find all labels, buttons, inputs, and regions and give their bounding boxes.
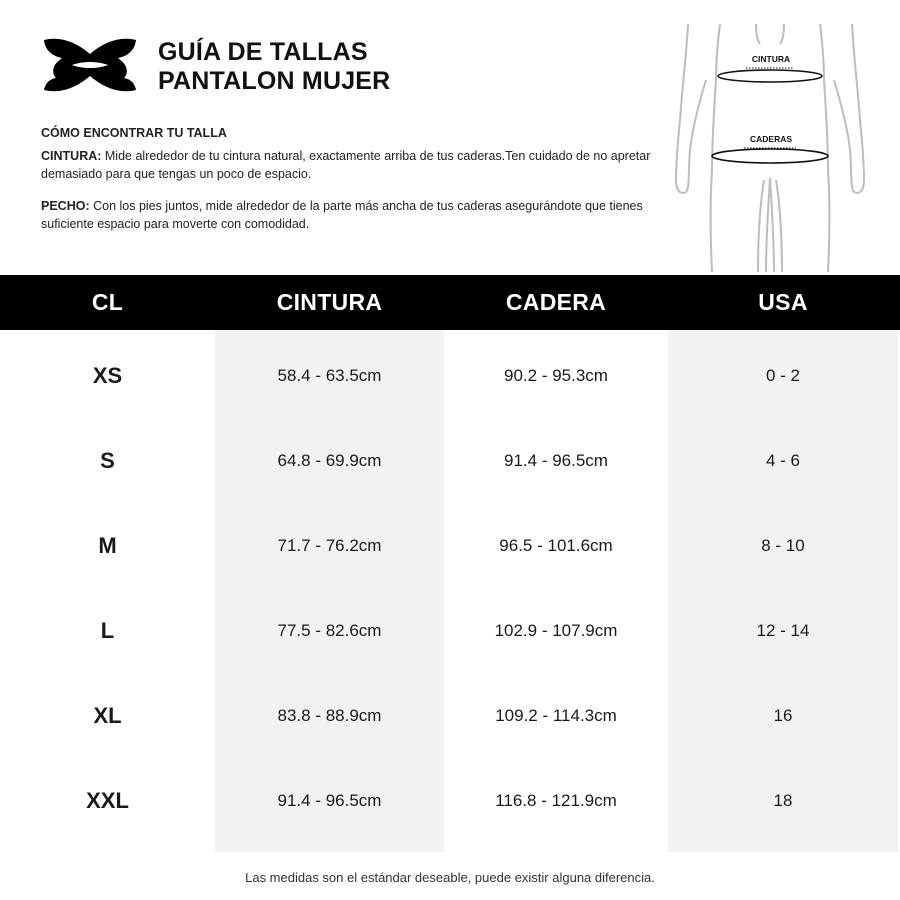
size-cell: XXL <box>86 788 129 813</box>
hip-instruction-label: PECHO: <box>41 199 90 213</box>
usa-cell: 16 <box>773 706 793 725</box>
title-line-2: PANTALON MUJER <box>158 67 391 95</box>
hip-instruction <box>41 197 681 233</box>
hip-cell: 116.8 - 121.9cm <box>495 791 617 810</box>
usa-cell: 0 - 2 <box>765 366 801 385</box>
size-cell: L <box>100 618 115 643</box>
instructions-heading: CÓMO ENCONTRAR TU TALLA <box>41 126 227 140</box>
waist-cell: 71.7 - 76.2cm <box>277 536 382 555</box>
size-cell: M <box>98 533 117 558</box>
table-header <box>0 275 900 330</box>
waist-instruction-label: CINTURA: <box>41 149 102 163</box>
waist-instruction-text: Mide alrededor de tu cintura natural, exactamente arriba de tus caderas.Ten cuidado de no apretar demasiado para que tengas un poco de espacio. <box>41 149 651 181</box>
instructions-block <box>41 124 681 247</box>
page-title <box>158 38 390 96</box>
brand-logo-icon <box>42 36 138 94</box>
table-row <box>0 418 900 503</box>
waist-cell: 58.4 - 63.5cm <box>277 366 382 385</box>
hip-cell: 102.9 - 107.9cm <box>494 621 618 640</box>
usa-cell: 18 <box>773 791 793 810</box>
usa-cell: 8 - 10 <box>761 536 805 555</box>
table-row <box>0 758 900 843</box>
body-silhouette-icon <box>660 20 880 275</box>
waist-cell: 64.8 - 69.9cm <box>277 451 382 470</box>
usa-cell: 12 - 14 <box>756 621 810 640</box>
hip-cell: 109.2 - 114.3cm <box>495 706 617 725</box>
waist-cell: 77.5 - 82.6cm <box>277 621 382 640</box>
usa-cell: 4 - 6 <box>765 451 801 470</box>
figure-hip-label: CADERAS <box>749 134 793 144</box>
header-hip: CADERA <box>505 289 607 315</box>
table-row <box>0 588 900 673</box>
size-cell: XL <box>93 703 122 728</box>
hip-cell: 90.2 - 95.3cm <box>504 366 608 385</box>
header-usa: USA <box>758 289 808 315</box>
waist-cell: 91.4 - 96.5cm <box>277 791 382 810</box>
header-size: CL <box>91 289 124 315</box>
waist-instruction <box>41 147 681 183</box>
header-waist: CINTURA <box>276 289 383 315</box>
figure-waist-label: CINTURA <box>751 54 791 64</box>
waist-cell: 83.8 - 88.9cm <box>277 706 382 725</box>
size-cell: XS <box>92 363 123 388</box>
hip-cell: 91.4 - 96.5cm <box>504 451 608 470</box>
title-line-1: GUÍA DE TALLAS <box>158 38 368 66</box>
hip-cell: 96.5 - 101.6cm <box>499 536 613 555</box>
hip-instruction-text: Con los pies juntos, mide alrededor de la parte más ancha de tus caderas asegurándote que tienes suficiente espacio para moverte con comodidad. <box>41 199 643 231</box>
footer-note: Las medidas son el estándar deseable, puede existir alguna diferencia. <box>245 870 655 885</box>
table-row <box>0 503 900 588</box>
size-cell: S <box>100 448 115 473</box>
table-row <box>0 673 900 758</box>
table-row <box>0 333 900 418</box>
